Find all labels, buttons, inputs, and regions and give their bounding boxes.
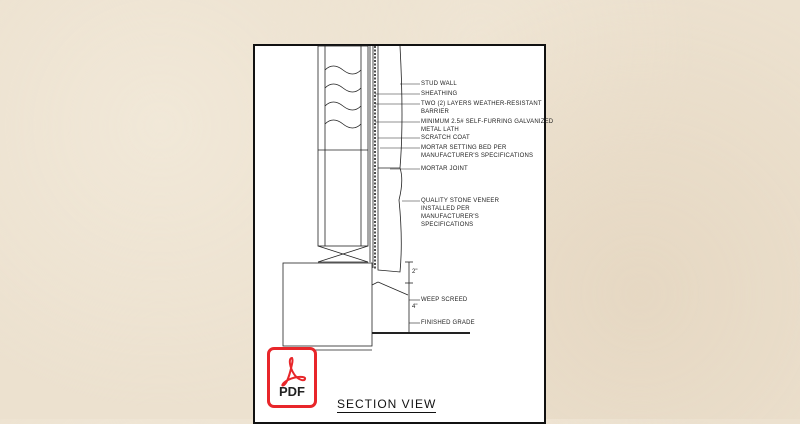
insulation (325, 66, 361, 128)
pdf-badge[interactable] (267, 347, 317, 408)
pdf-label: PDF (279, 384, 305, 399)
label-stud-wall: STUD WALL (421, 81, 457, 87)
foundation (283, 263, 372, 346)
label-scratch-coat: SCRATCH COAT (421, 135, 470, 141)
stud-wall (318, 46, 368, 246)
label-finished-grade: FINISHED GRADE (421, 320, 475, 326)
drawing-title: SECTION VIEW (337, 397, 437, 411)
dimension-2in: 2" (412, 269, 418, 275)
label-metal-lath: MINIMUM 2.5# SELF-FURRING GALVANIZED METAL LATH (421, 119, 554, 133)
stone-veneer (378, 46, 402, 272)
label-mortar-bed: MORTAR SETTING BED PER MANUFACTURER'S SPECIFICATIONS (421, 145, 534, 159)
leader-lines (375, 84, 420, 323)
label-sheathing: SHEATHING (421, 91, 458, 97)
label-mortar-joint: MORTAR JOINT (421, 166, 468, 172)
label-barrier: TWO (2) LAYERS WEATHER-RESISTANT BARRIER (421, 101, 542, 115)
weep-screed (372, 282, 408, 295)
label-weep-screed: WEEP SCREED (421, 297, 468, 303)
rim-joist (318, 246, 368, 262)
dimension-4in: 4" (412, 304, 418, 310)
label-stone-veneer: QUALITY STONE VENEER INSTALLED PER MANUFACTURER'S SPECIFICATIONS (421, 198, 500, 228)
